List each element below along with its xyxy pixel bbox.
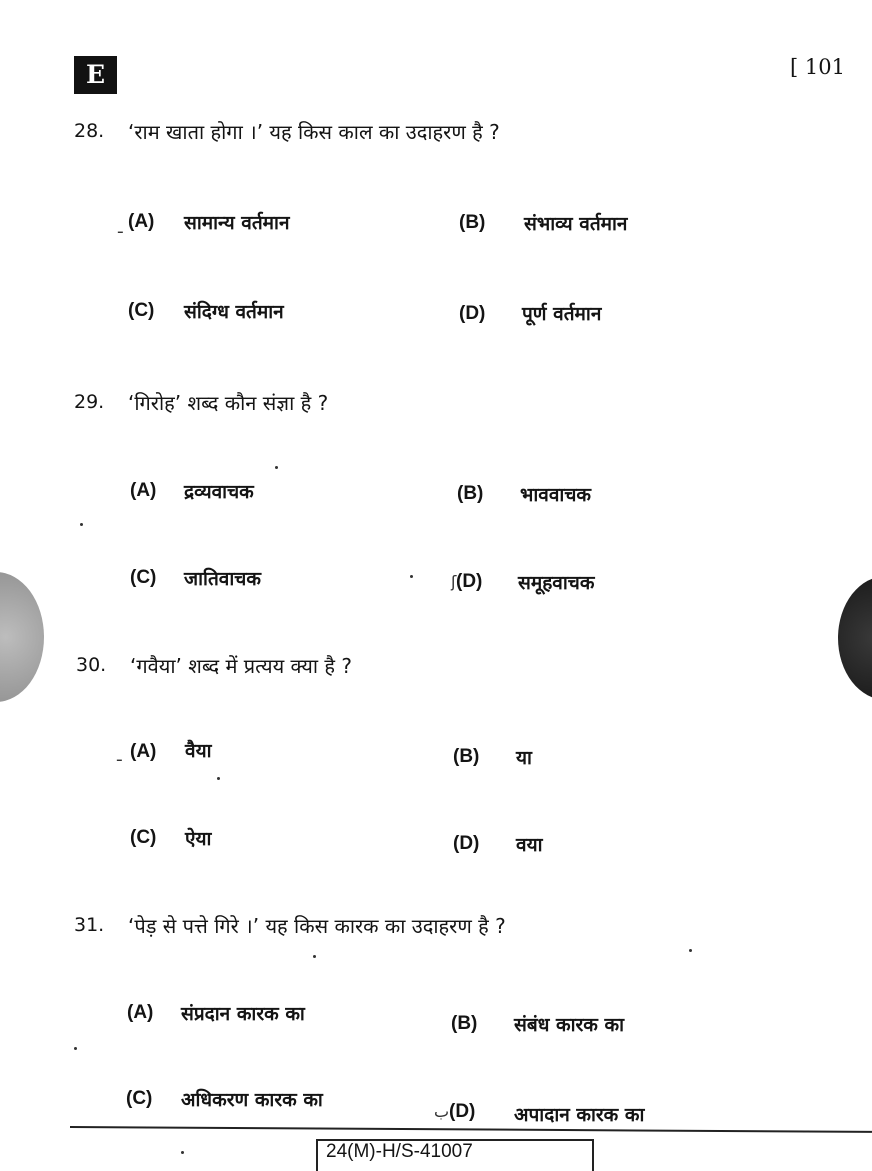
option-text: अपादान कारक का xyxy=(514,1104,645,1126)
paper-code: 24(M)-H/S-41007 xyxy=(316,1139,594,1171)
question-number: 29. xyxy=(74,391,105,413)
option-label: (C) xyxy=(130,827,157,848)
option-text: संबंध कारक का xyxy=(514,1014,624,1036)
option-text: अधिकरण कारक का xyxy=(181,1089,323,1111)
option-text: वया xyxy=(516,834,543,856)
option-text: संभाव्य वर्तमान xyxy=(524,213,628,235)
option-text: या xyxy=(516,747,532,769)
answer-tick-mark: ـ xyxy=(118,218,123,237)
option-text: वैया xyxy=(185,740,212,762)
speck xyxy=(80,523,83,526)
question-number: 31. xyxy=(74,914,105,936)
option-label: (B) xyxy=(453,746,480,767)
speck xyxy=(275,466,278,469)
speck xyxy=(217,777,220,780)
answer-tick-mark: ʃ xyxy=(451,572,457,591)
speck xyxy=(74,1047,77,1050)
answer-tick-mark: ب xyxy=(434,1102,450,1121)
speck xyxy=(181,1151,184,1154)
option-text: ऐया xyxy=(185,828,212,850)
speck xyxy=(410,575,413,578)
section-badge: E xyxy=(74,56,117,94)
footer-rule xyxy=(70,1126,872,1133)
question-text: ‘गवैया’ शब्द में प्रत्यय क्या है ? xyxy=(130,654,352,678)
speck xyxy=(313,955,316,958)
option-text: सामान्य वर्तमान xyxy=(184,212,290,234)
option-label: (C) xyxy=(130,567,157,588)
option-label: (D) xyxy=(453,833,480,854)
hole-punch-right xyxy=(838,576,872,700)
page-number: [ 101 xyxy=(790,55,845,79)
option-text: भाववाचक xyxy=(520,484,591,506)
option-text: समूहवाचक xyxy=(518,572,595,594)
answer-tick-mark: ـ xyxy=(117,746,122,765)
option-label: (B) xyxy=(459,212,486,233)
option-label: (D) xyxy=(449,1101,476,1122)
option-label: (C) xyxy=(128,300,155,321)
option-label: (B) xyxy=(457,483,484,504)
hole-punch-left xyxy=(0,572,44,702)
option-label: (D) xyxy=(456,571,483,592)
question-number: 30. xyxy=(76,654,107,676)
option-label: (C) xyxy=(126,1088,153,1109)
option-text: द्रव्यवाचक xyxy=(184,481,254,503)
option-text: संदिग्ध वर्तमान xyxy=(184,301,284,323)
question-text: ‘गिरोह’ शब्द कौन संज्ञा है ? xyxy=(128,391,329,415)
option-text: संप्रदान कारक का xyxy=(181,1003,305,1025)
option-label: (D) xyxy=(459,303,486,324)
option-text: जातिवाचक xyxy=(184,568,261,590)
question-number: 28. xyxy=(74,120,105,142)
option-label: (B) xyxy=(451,1013,478,1034)
option-label: (A) xyxy=(127,1002,154,1023)
question-text: ‘पेड़ से पत्ते गिरे ।’ यह किस कारक का उदाहरण है ? xyxy=(128,914,506,938)
speck xyxy=(689,949,692,952)
option-label: (A) xyxy=(130,480,157,501)
question-text: ‘राम खाता होगा ।’ यह किस काल का उदाहरण है ? xyxy=(128,120,500,144)
option-label: (A) xyxy=(128,211,155,232)
option-label: (A) xyxy=(130,741,157,762)
option-text: पूर्ण वर्तमान xyxy=(522,303,602,325)
